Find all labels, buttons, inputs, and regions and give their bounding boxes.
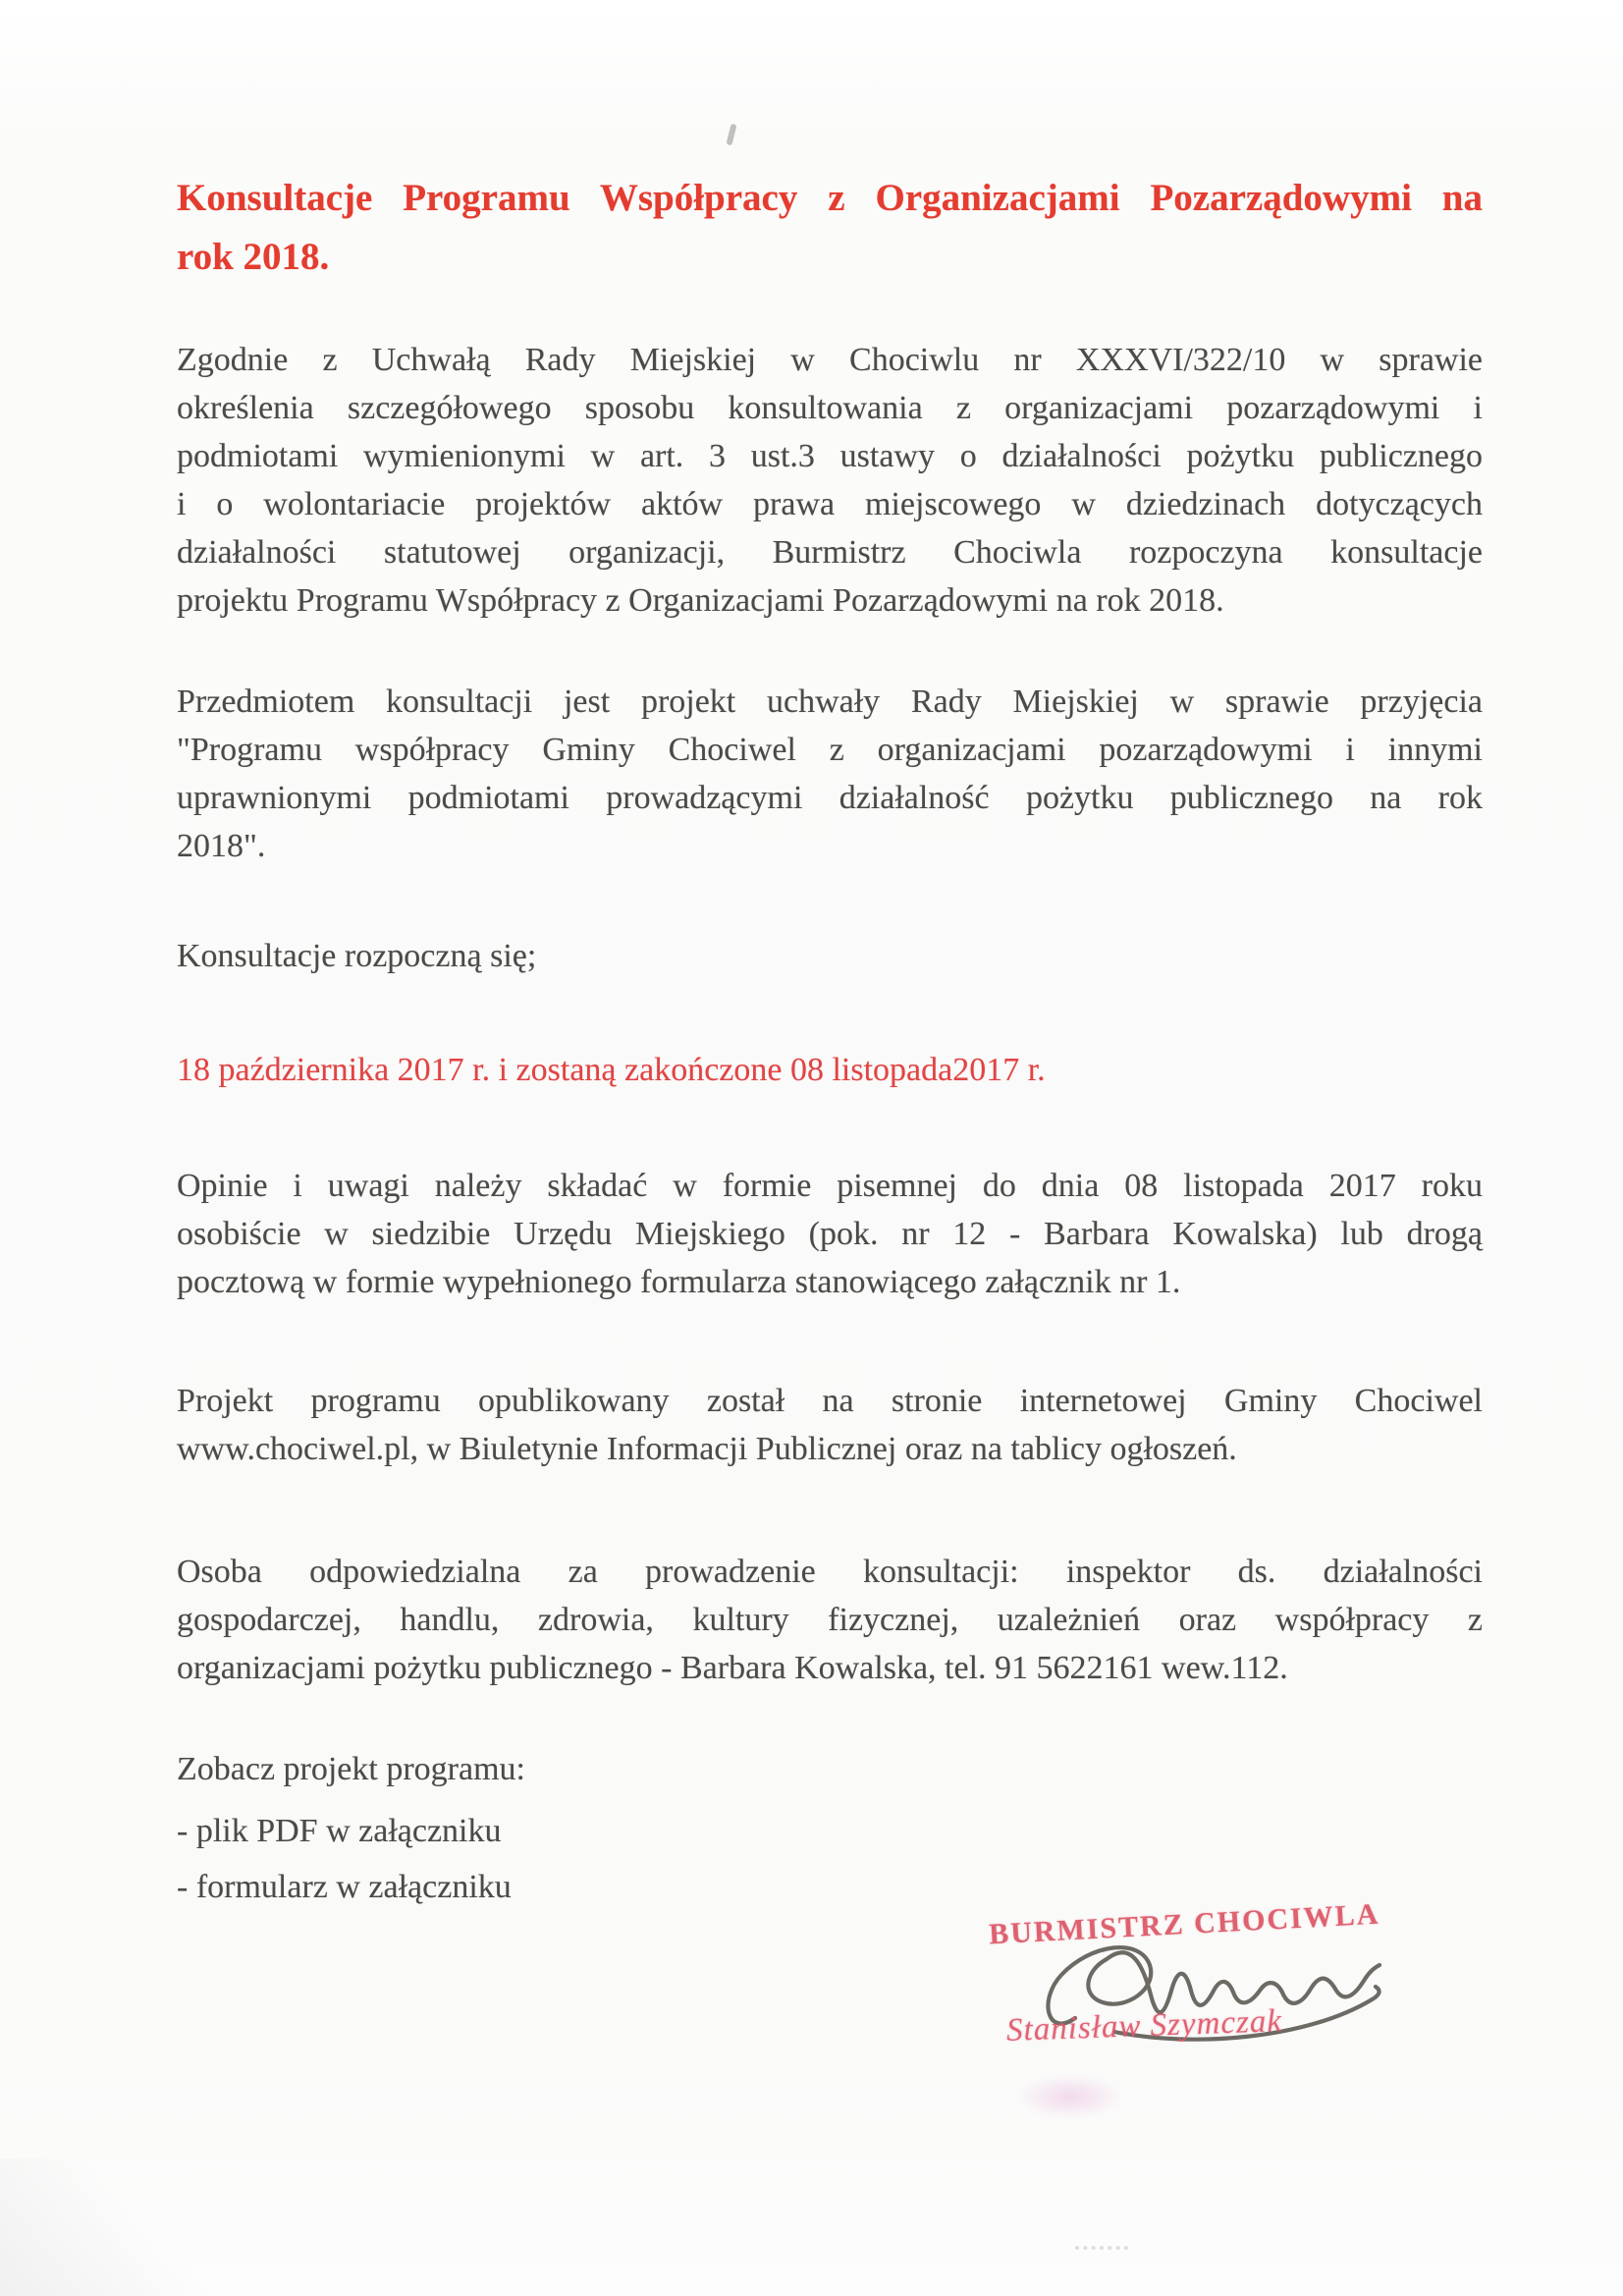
paragraph-line: projektu Programu Współpracy z Organizacjami Pozarządowymi na rok 2018. <box>177 582 1224 619</box>
paragraph-line: www.chociwel.pl, w Biuletynie Informacji Publicznej oraz na tablicy ogłoszeń. <box>177 1431 1237 1467</box>
paragraph-legal-basis <box>177 336 1483 625</box>
title-line: Konsultacje Programu Współpracy z Organizacjami Pozarządowymi na <box>177 177 1483 219</box>
paragraph-line: pocztową w formie wypełnionego formularza stanowiącego załącznik nr 1. <box>177 1264 1181 1300</box>
paragraph-line: Zgodnie z Uchwałą Rady Miejskiej w Chociwlu nr XXXVI/322/10 w sprawie <box>177 342 1483 378</box>
mayor-stamp-name: Stanisław Szymczak <box>1005 2003 1283 2049</box>
mayor-stamp-title: BURMISTRZ CHOCIWLA <box>988 1897 1381 1951</box>
paragraph-line: 2018". <box>177 828 266 864</box>
paragraph-responsible-person <box>177 1548 1483 1692</box>
signature-block <box>967 1890 1399 2087</box>
paragraph-line: "Programu współpracy Gminy Chociwel z organizacjami pozarządowymi i innymi <box>177 732 1483 768</box>
document-title <box>177 169 1483 287</box>
paragraph-line: Osoba odpowiedzialna za prowadzenie konsultacji: inspektor ds. działalności <box>177 1554 1483 1590</box>
paragraph-publication <box>177 1377 1483 1473</box>
paragraph-line: Opinie i uwagi należy składać w formie pisemnej do dnia 08 listopada 2017 roku <box>177 1168 1483 1204</box>
paragraph-line: uprawnionymi podmiotami prowadzącymi działalność pożytku publicznego na rok <box>177 780 1483 816</box>
paragraph-line: Projekt programu opublikowany został na stronie internetowej Gminy Chociwel <box>177 1383 1483 1419</box>
paragraph-consultation-start: Konsultacje rozpoczną się; <box>177 938 537 974</box>
paragraph-opinions <box>177 1162 1483 1306</box>
paragraph-line: organizacjami pożytku publicznego - Barbara Kowalska, tel. 91 5622161 wew.112. <box>177 1650 1288 1686</box>
scan-artifact-smudge <box>1016 2074 1124 2119</box>
paragraph-line: podmiotami wymienionymi w art. 3 ust.3 ustawy o działalności pożytku publicznego <box>177 438 1483 474</box>
paragraph-line: osobiście w siedzibie Urzędu Miejskiego (pok. nr 12 - Barbara Kowalska) lub drogą <box>177 1216 1483 1252</box>
attachment-pdf-item: - plik PDF w załączniku <box>177 1813 502 1849</box>
document-content <box>177 0 1483 1911</box>
attachment-form-item: - formularz w załączniku <box>177 1869 512 1905</box>
consultation-dates-highlight: 18 października 2017 r. i zostaną zakończone 08 listopada2017 r. <box>177 1052 1046 1088</box>
paragraph-line: działalności statutowej organizacji, Burmistrz Chociwla rozpoczyna konsultacje <box>177 534 1483 571</box>
paragraph-line: określenia szczegółowego sposobu konsultowania z organizacjami pozarządowymi i <box>177 390 1483 426</box>
paragraph-line: gospodarczej, handlu, zdrowia, kultury fizycznej, uzależnień oraz współpracy z <box>177 1602 1483 1638</box>
paragraph-subject <box>177 678 1483 870</box>
paragraph-line: i o wolontariacie projektów aktów prawa miejscowego w dziedzinach dotyczących <box>177 486 1483 522</box>
scan-corner-shadow <box>0 2159 236 2296</box>
see-project-heading: Zobacz projekt programu: <box>177 1751 525 1787</box>
title-line: rok 2018. <box>177 236 330 278</box>
paragraph-line: Przedmiotem konsultacji jest projekt uchwały Rady Miejskiej w sprawie przyjęcia <box>177 683 1483 720</box>
scan-artifact-dots <box>1075 2246 1128 2254</box>
